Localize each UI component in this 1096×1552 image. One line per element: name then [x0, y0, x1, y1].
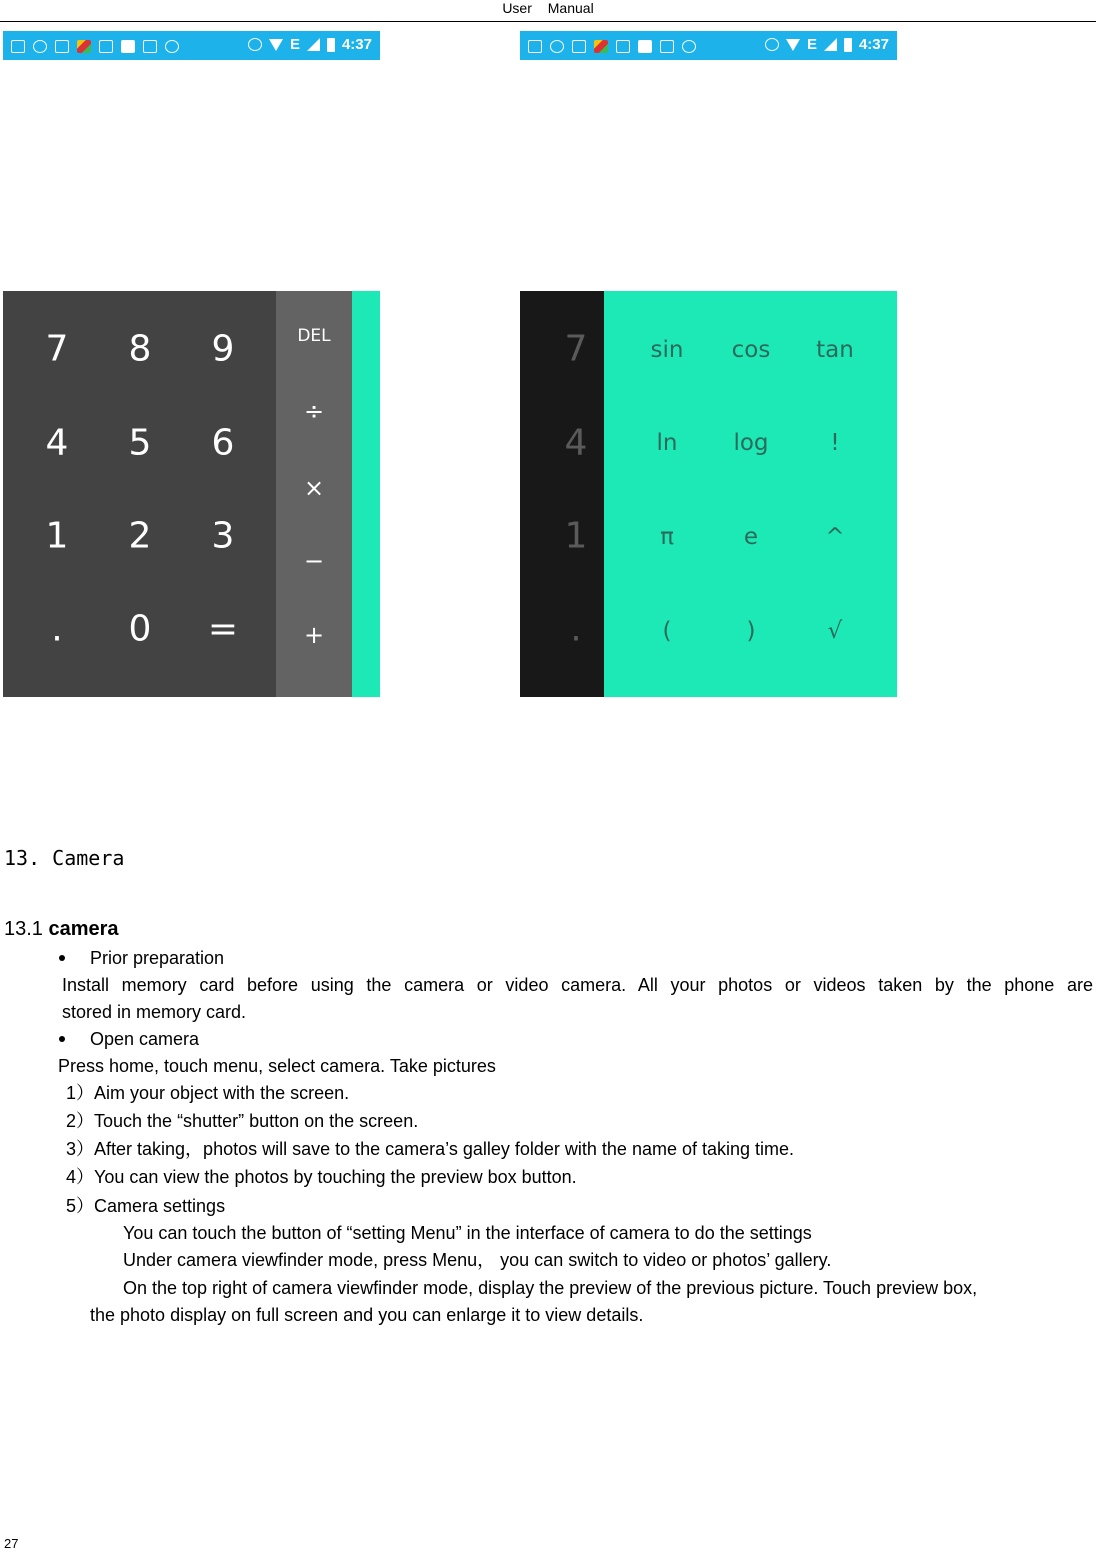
clock: 4:37	[858, 36, 889, 53]
bullet-prior-preparation: Prior preparation	[90, 948, 225, 968]
mail-icon	[572, 40, 586, 53]
paragraph-press-home: Press home, touch menu, select camera. Take pictures	[58, 1056, 496, 1076]
image-icon	[528, 40, 542, 53]
section-title: 13. Camera	[4, 846, 125, 870]
key-pi[interactable]: π	[660, 524, 674, 550]
key-ln[interactable]: ln	[656, 430, 678, 456]
usb-icon	[99, 40, 113, 53]
key-log[interactable]: log	[733, 430, 769, 456]
key-4[interactable]: 4	[45, 422, 69, 464]
alarm-icon	[33, 40, 47, 53]
key-open-paren[interactable]: (	[662, 618, 672, 644]
key-0[interactable]: 0	[128, 608, 152, 650]
signal-icon	[824, 38, 837, 51]
key-decimal: .	[570, 608, 582, 650]
advanced-panel-handle[interactable]	[352, 291, 380, 697]
key-e[interactable]: e	[743, 524, 759, 550]
paragraph-install-memory: Install memory card before using the camera or video camera. All your photos or videos taken by the phone are	[62, 975, 1093, 995]
status-right	[248, 36, 372, 53]
message-icon	[143, 40, 157, 53]
key-equals[interactable]: =	[207, 608, 239, 650]
app-icon	[77, 40, 91, 53]
alarm-clock-icon	[248, 38, 262, 51]
key-plus[interactable]: +	[303, 621, 325, 649]
key-divide[interactable]: ÷	[303, 397, 325, 425]
key-sin[interactable]: sin	[650, 337, 684, 363]
key-9[interactable]: 9	[211, 328, 235, 370]
battery-icon	[327, 38, 335, 52]
key-factorial[interactable]: !	[830, 430, 840, 456]
mail-icon	[55, 40, 69, 53]
settings-detail-2: Under camera viewfinder mode, press Menu， you can switch to video or photos’ gallery.	[123, 1250, 832, 1270]
notification-icons	[11, 38, 179, 54]
step-5: 5）Camera settings	[66, 1196, 226, 1216]
wifi-icon	[786, 39, 800, 51]
notification-icons	[528, 38, 696, 54]
key-8[interactable]: 8	[128, 328, 152, 370]
alarm-clock-icon	[765, 38, 779, 51]
key-decimal[interactable]: .	[51, 608, 63, 650]
operator-pad	[276, 291, 352, 697]
key-delete[interactable]: DEL	[297, 326, 331, 346]
settings-detail-3-cont: the photo display on full screen and you can enlarge it to view details.	[90, 1305, 644, 1325]
step-3: 3）After taking，photos will save to the camera’s galley folder with the name of taking time.	[66, 1139, 795, 1159]
header-right: Manual	[547, 0, 594, 16]
status-bar	[3, 31, 380, 60]
settings-detail-1: You can touch the button of “setting Menu” in the interface of camera to do the settings	[123, 1223, 812, 1243]
key-6[interactable]: 6	[211, 422, 235, 464]
key-sqrt[interactable]: √	[827, 618, 843, 644]
message-icon	[660, 40, 674, 53]
step-2: 2）Touch the “shutter” button on the screen.	[66, 1111, 419, 1131]
android-icon	[165, 40, 179, 53]
key-multiply[interactable]: ×	[303, 474, 325, 502]
key-3[interactable]: 3	[211, 515, 235, 557]
key-7[interactable]: 7	[45, 328, 69, 370]
signal-icon	[307, 38, 320, 51]
image-icon	[11, 40, 25, 53]
key-power[interactable]: ^	[825, 524, 845, 550]
network-type: E	[806, 36, 817, 53]
settings-detail-3: On the top right of camera viewfinder mode, display the preview of the previous picture. Touch preview box,	[123, 1278, 978, 1298]
subsection-title	[4, 918, 119, 941]
battery-saver-icon	[638, 40, 652, 53]
battery-saver-icon	[121, 40, 135, 53]
alarm-icon	[550, 40, 564, 53]
step-4: 4）You can view the photos by touching the preview box button.	[66, 1167, 577, 1187]
bullet-open-camera: Open camera	[90, 1029, 200, 1049]
page-header	[0, 0, 1096, 22]
subsection-name: camera	[48, 918, 119, 940]
calculator-screenshot-basic	[3, 31, 380, 697]
key-1[interactable]: 1	[45, 515, 69, 557]
key-5[interactable]: 5	[128, 422, 152, 464]
app-icon	[594, 40, 608, 53]
wifi-icon	[269, 39, 283, 51]
battery-icon	[844, 38, 852, 52]
number-pad	[3, 291, 276, 697]
clock: 4:37	[341, 36, 372, 53]
advanced-panel	[604, 291, 897, 697]
android-icon	[682, 40, 696, 53]
key-minus[interactable]: −	[303, 547, 325, 575]
status-bar	[520, 31, 897, 60]
status-right	[765, 36, 889, 53]
key-tan[interactable]: tan	[816, 337, 854, 363]
key-close-paren[interactable]: )	[746, 618, 756, 644]
header-left: User	[502, 0, 532, 16]
key-7: 7	[564, 328, 588, 370]
subsection-number: 13.1	[4, 918, 43, 940]
network-type: E	[289, 36, 300, 53]
page-number: 27	[4, 1536, 19, 1551]
usb-icon	[616, 40, 630, 53]
step-1: 1）Aim your object with the screen.	[66, 1083, 350, 1103]
key-2[interactable]: 2	[128, 515, 152, 557]
key-1: 1	[564, 515, 588, 557]
key-cos[interactable]: cos	[731, 337, 771, 363]
key-4: 4	[564, 422, 588, 464]
calculator-screenshot-advanced	[520, 31, 897, 697]
dimmed-number-pad	[520, 291, 604, 697]
paragraph-install-memory-cont: stored in memory card.	[62, 1002, 247, 1022]
